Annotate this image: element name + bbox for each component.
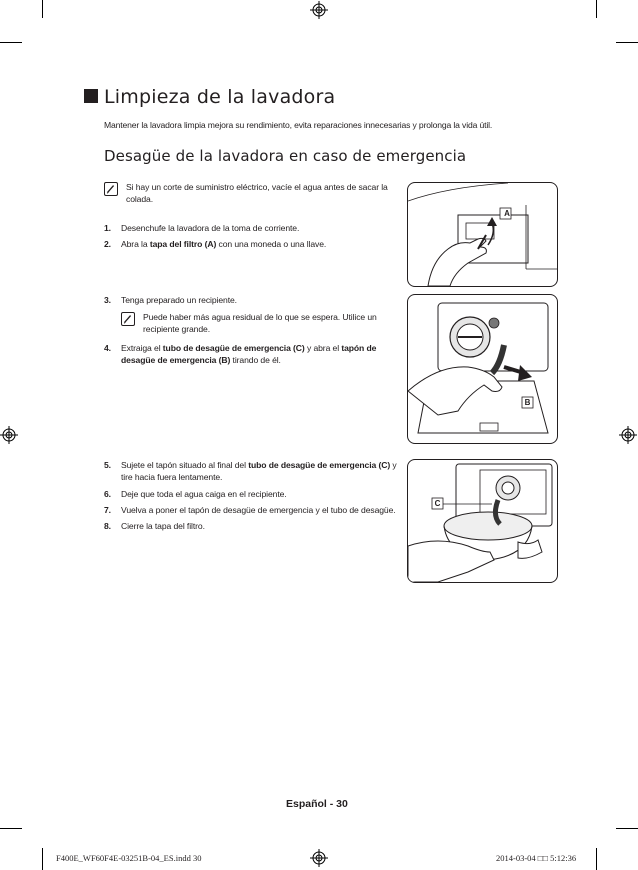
step-number: 1. [104, 223, 111, 233]
step-item [104, 520, 404, 534]
step-text-part: tirando de él. [230, 355, 281, 365]
step-number: 4. [104, 343, 111, 353]
step-text-bold: tubo de desagüe de emergencia (C) [162, 343, 305, 353]
step-text-part: Tenga preparado un recipiente. [121, 295, 237, 305]
registration-mark-icon [619, 426, 637, 444]
figure-filter-cover [407, 182, 558, 287]
step-number: 2. [104, 239, 111, 249]
registration-mark-icon [310, 849, 328, 867]
step-text [121, 520, 205, 532]
step-number: 3. [104, 295, 111, 305]
note-text: Puede haber más agua residual de lo que se espera. Utilice un recipiente grande. [143, 312, 377, 334]
step-text-part: Cierre la tapa del filtro. [121, 521, 205, 531]
step-number: 5. [104, 460, 111, 470]
page-title [104, 86, 335, 108]
step-number: 7. [104, 505, 111, 515]
step-text [121, 294, 237, 306]
step-item [104, 342, 404, 368]
crop-mark [0, 828, 22, 829]
step-item [104, 294, 404, 308]
step-text-part: Desenchufe la lavadora de la toma de corriente. [121, 223, 300, 233]
step-text-part: y abra el [304, 343, 342, 353]
step-item [104, 459, 404, 485]
step-text-part: y tire hacia fuera lentamente. [121, 460, 397, 482]
note-block [121, 311, 393, 337]
section-heading: Desagüe de la lavadora en caso de emergencia [104, 147, 467, 165]
registration-mark-icon [310, 1, 328, 19]
figure-label-c: C [434, 499, 441, 508]
step-text-part: Extraiga el [121, 343, 163, 353]
crop-mark [596, 848, 597, 870]
drain-cap-illustration [408, 295, 557, 443]
step-text [121, 222, 299, 234]
page-subtitle: Mantener la lavadora limpia mejora su rendimiento, evita reparaciones innecesarias y prolonga la vida útil. [104, 120, 493, 130]
note-pencil-icon [104, 182, 118, 196]
step-text-part: Deje que toda el agua caiga en el recipiente. [121, 489, 287, 499]
page-title-text: Limpieza de la lavadora [104, 86, 336, 108]
step-text-part: Sujete el tapón situado al final del [121, 460, 249, 470]
step-number: 8. [104, 521, 111, 531]
note-text: Si hay un corte de suministro eléctrico, vacíe el agua antes de sacar la colada. [126, 182, 388, 204]
figure-drain-cap [407, 294, 558, 444]
filter-cover-illustration [408, 183, 557, 286]
step-number: 6. [104, 489, 111, 499]
figure-drain-hose [407, 459, 558, 583]
step-item [104, 222, 404, 236]
figure-label-b: B [524, 398, 531, 407]
step-text [121, 488, 287, 500]
step-text-bold: tapón de desagüe de emergencia (B) [121, 343, 377, 365]
step-text-part: Vuelva a poner el tapón de desagüe de emergencia y el tubo de desagüe. [121, 505, 396, 515]
drain-hose-illustration [408, 460, 557, 582]
crop-mark [616, 828, 638, 829]
step-text-bold: tapa del filtro (A) [149, 239, 217, 249]
crop-mark [596, 0, 597, 18]
crop-mark [0, 42, 22, 43]
slug-date: 2014-03-04 □□ 5:12:36 [496, 853, 577, 863]
step-text [121, 459, 403, 483]
step-text-part: Abra la [121, 239, 150, 249]
slug-file: F400E_WF60F4E-03251B-04_ES.indd 30 [56, 853, 202, 863]
step-text [121, 504, 396, 516]
step-text [121, 238, 326, 250]
step-text [121, 342, 401, 366]
page-number: Español - 30 [286, 798, 348, 810]
title-square-icon [84, 89, 98, 103]
step-text-part: con una moneda o una llave. [216, 239, 327, 249]
step-text-bold: tubo de desagüe de emergencia (C) [248, 460, 391, 470]
registration-mark-icon [0, 426, 18, 444]
note-block [104, 181, 394, 207]
step-item [104, 238, 404, 252]
note-pencil-icon [121, 312, 135, 326]
crop-mark [616, 42, 638, 43]
step-item [104, 488, 404, 502]
crop-mark [42, 0, 43, 18]
crop-mark [42, 848, 43, 870]
figure-label-a: A [504, 209, 510, 218]
step-item [104, 504, 404, 518]
